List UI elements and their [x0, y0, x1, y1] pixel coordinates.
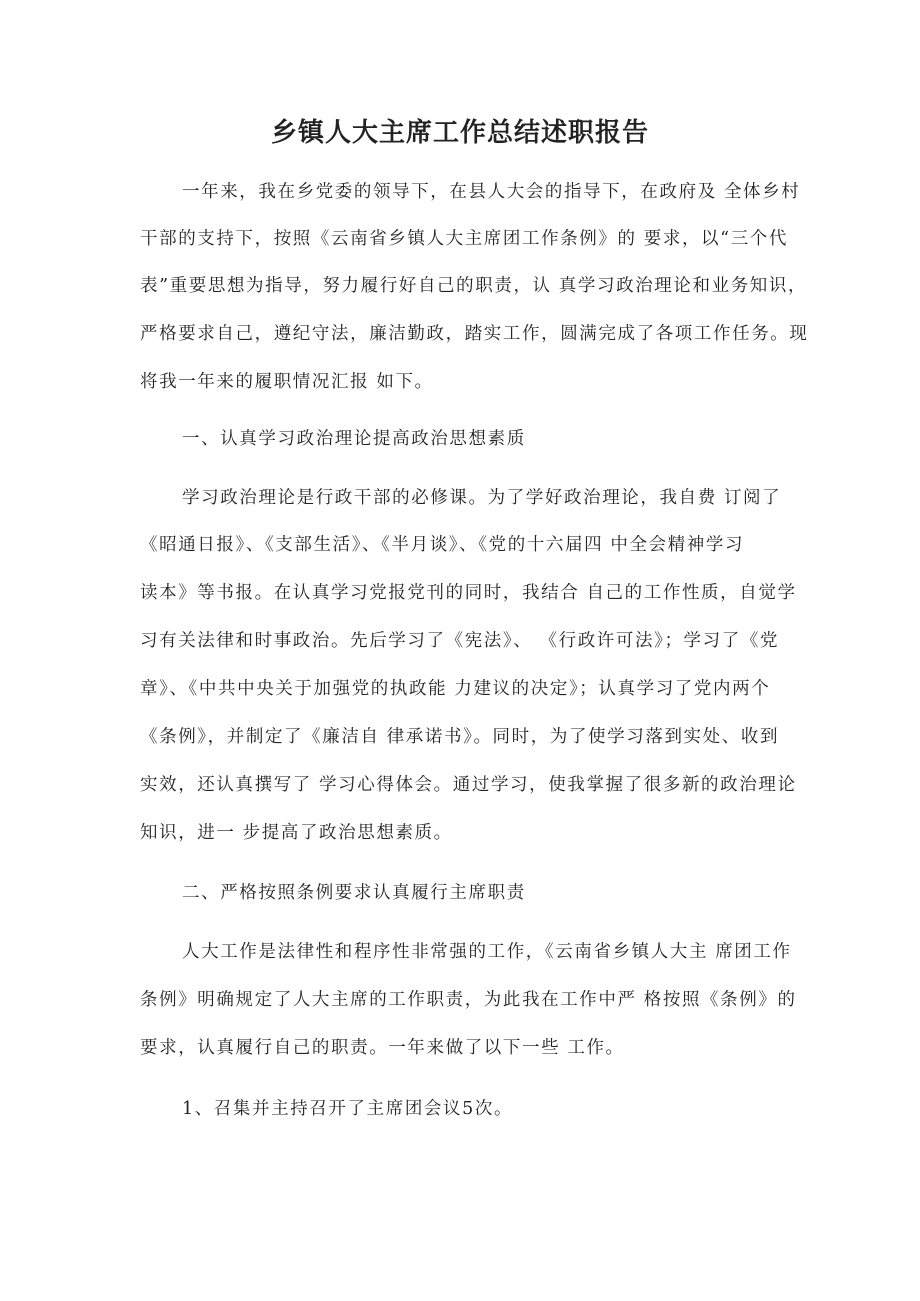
- paragraph-2-line-5: 章》、《中共中央关于加强党的执政能 力建议的决定》；认真学习了党内两个: [140, 679, 771, 699]
- document-title: 乡镇人大主席工作总结述职报告: [270, 118, 649, 148]
- paragraph-3-line-2: 条例》明确规定了人大主席的工作职责，为此我在工作中严 格按照《条例》的: [140, 990, 797, 1010]
- paragraph-2-line-3: 读本》等书报。在认真学习党报党刊的同时，我结合 自己的工作性质，自觉学: [140, 583, 797, 603]
- paragraph-1-line-2: 干部的支持下，按照《云南省乡镇人大主席团工作条例》的 要求，以“三个代: [140, 229, 789, 249]
- section-heading-1: 一、认真学习政治理论提高政治思想素质: [182, 429, 526, 449]
- paragraph-1-line-4: 严格要求自己，遵纪守法，廉洁勤政，踏实工作，圆满完成了各项工作任务。现: [140, 324, 809, 344]
- paragraph-2-line-2: 《昭通日报》、《支部生活》、《半月谈》、《党的十六届四 中全会精神学习: [140, 535, 745, 555]
- paragraph-3-line-3: 要求，认真履行自己的职责。一年来做了以下一些 工作。: [140, 1038, 625, 1058]
- paragraph-3-line-1: 人大工作是法律性和程序性非常强的工作，《云南省乡镇人大主 席团工作: [182, 942, 792, 962]
- paragraph-2-line-4: 习有关法律和时事政治。先后学习了《宪法》、 《行政许可法》；学习了《党: [140, 631, 780, 651]
- section-heading-2: 二、严格按照条例要求认真履行主席职责: [182, 883, 526, 903]
- paragraph-2-line-6: 《条例》，并制定了《廉洁自 律承诺书》。同时，为了使学习落到实处、收到: [140, 727, 780, 747]
- paragraph-2-line-1: 学习政治理论是行政干部的必修课。为了学好政治理论，我自费 订阅了: [182, 488, 782, 508]
- paragraph-1-line-1: 一年来，我在乡党委的领导下，在县人大会的指导下，在政府及 全体乡村: [182, 182, 801, 202]
- paragraph-2-line-8: 知识，进一 步提高了政治思想素质。: [140, 823, 453, 843]
- paragraph-1-line-5: 将我一年来的履职情况汇报 如下。: [140, 372, 434, 392]
- paragraph-1-line-3: 表”重要思想为指导，努力履行好自己的职责，认 真学习政治理论和业务知识，: [140, 276, 808, 296]
- paragraph-2-line-7: 实效，还认真撰写了 学习心得体会。通过学习，使我掌握了很多新的政治理论: [140, 775, 797, 795]
- list-item-1: 1、召集并主持召开了主席团会议5次。: [182, 1099, 514, 1119]
